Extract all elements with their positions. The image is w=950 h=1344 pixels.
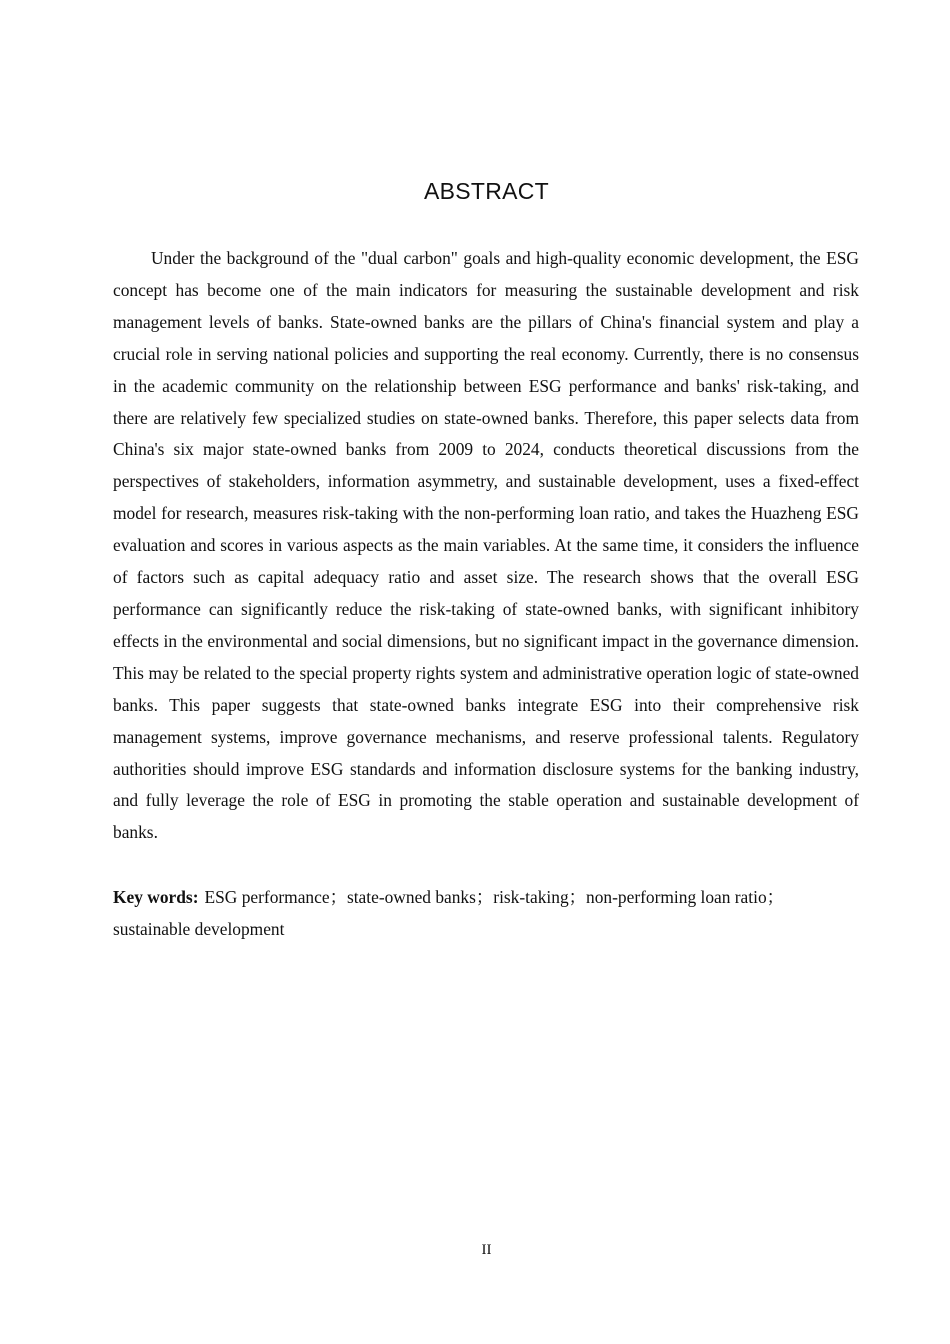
keywords-label: Key words: — [113, 887, 199, 907]
page-number: II — [481, 1242, 492, 1258]
keywords-paragraph — [113, 882, 859, 945]
abstract-title: ABSTRACT — [423, 178, 550, 204]
abstract-body: Under the background of the "dual carbon" goals and high-quality economic development, the ESG concept has become one of the main indicators for measuring the sustainable development and risk management levels of banks. State-owned banks are the pillars of China's financial system and play a crucial role in serving national policies and supporting the real economy. Currently, there is no consensus in the academic community on the relationship between ESG performance and banks' risk-taking, and there are relatively few specialized studies on state-owned banks. Therefore, this paper selects data from China's six major state-owned banks from 2009 to 2024, conducts theoretical discussions from the perspectives of stakeholders, information asymmetry, and sustainable development, uses a fixed-effect model for research, measures risk-taking with the non-performing loan ratio, and takes the Huazheng ESG evaluation and scores in various aspects as the main variables. At the same time, it considers the influence of factors such as capital adequacy ratio and asset size. The research shows that the overall ESG performance can significantly reduce the risk-taking of state-owned banks, with significant inhibitory effects in the environmental and social dimensions, but no significant impact in the governance dimension. This may be related to the special property rights system and administrative operation logic of state-owned banks. This paper suggests that state-owned banks integrate ESG into their comprehensive risk management systems, improve governance mechanisms, and reserve professional talents. Regulatory authorities should improve ESG standards and information disclosure systems for the banking industry, and fully leverage the role of ESG in promoting the stable operation and sustainable development of banks. — [113, 248, 859, 843]
keywords-text: ESG performance；state-owned banks；risk-taking；non-performing loan ratio；sustainable development — [113, 887, 785, 939]
